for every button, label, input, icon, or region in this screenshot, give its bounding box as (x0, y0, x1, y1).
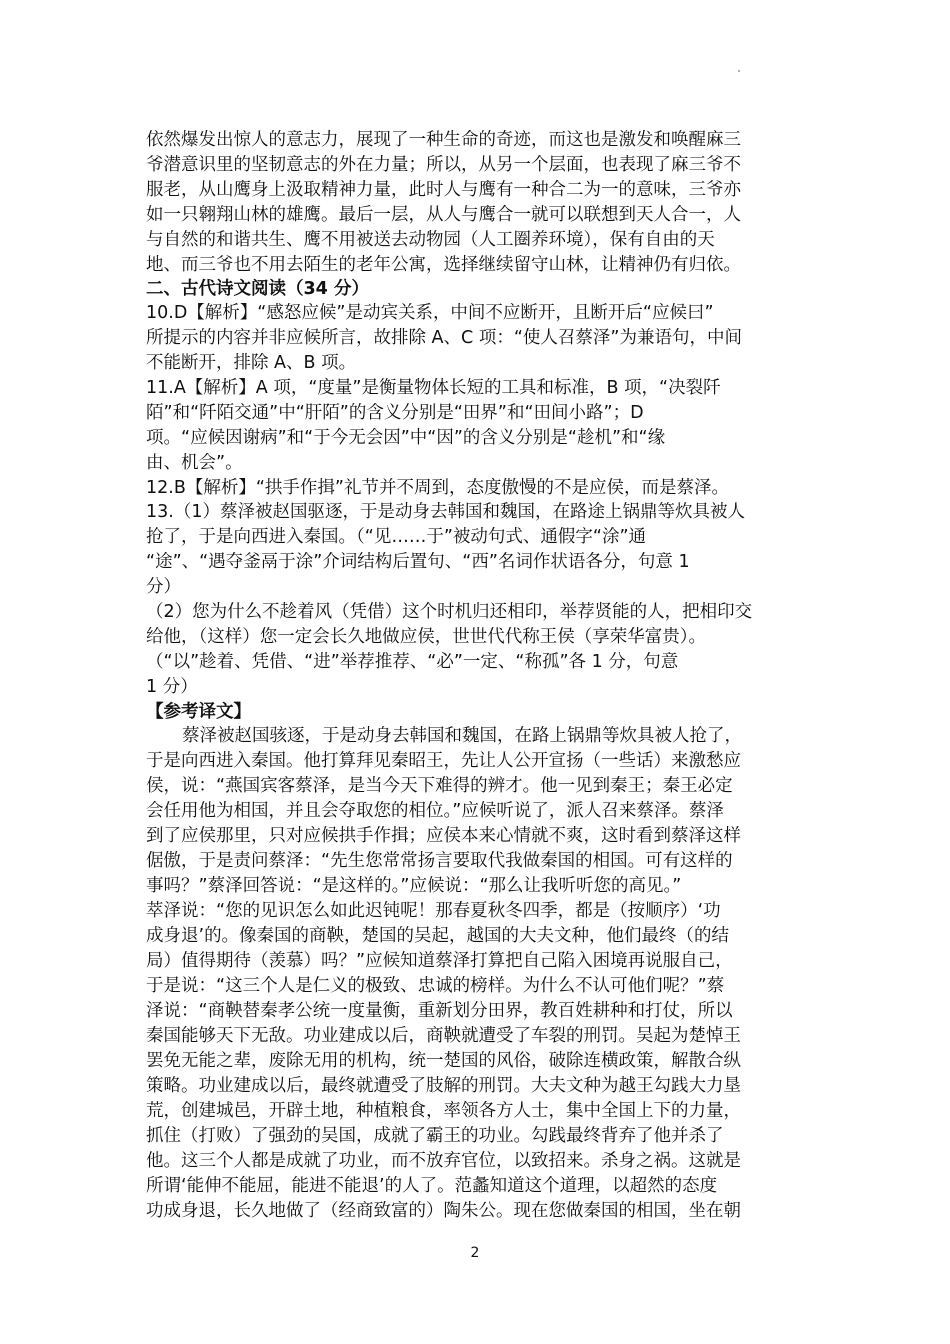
page-number: 2 (470, 1245, 480, 1261)
translation-line: 事吗？”蔡泽回答说：“是这样的。”应候说：“那么让我听听您的高见。” (146, 876, 682, 896)
translation-line: 侯，说：“燕国宾客蔡泽，是当今天下难得的辨才。他一见到秦王；秦王必定 (146, 776, 733, 796)
answer-line: 陌”和“阡陌交通”中“肝陌”的含义分别是“田界”和“田间小路”；D (146, 403, 644, 423)
translation-line: 蔡泽被赵国骇逐，于是动身去韩国和魏国，在路上锅鼎等炊具被人抢了， (182, 726, 742, 746)
body-line: 地、而三爷也不用去陌生的老年公寓，选择继续留守山林，让精神仍有归依。 (146, 255, 741, 275)
translation-line: 局）值得期待（羡慕）吗？”应候知道蔡泽打算把自己陷入困境再说服自己， (146, 951, 733, 971)
answer-line: （2）您为什么不趁着风（凭借）这个时机归还相印，举荐贤能的人，把相印交 (146, 602, 753, 622)
answer-line: 给他，（这样）您一定会长久地做应侯，世世代代称王侯（享荣华富贵）。 (146, 627, 706, 647)
translation-line: 会任用他为相国，并且会夺取您的相位。”应候听说了，派人召来蔡泽。蔡泽 (146, 801, 724, 821)
translation-line: 萃泽说：“您的见识怎么如此迟钝呢！那春夏秋冬四季，都是（按顺序）‘功 (146, 901, 721, 921)
answer-line: 10.D【解析】“感怒应候”是动宾关系，中间不应断开，且断开后“应候曰” (146, 303, 714, 323)
translation-line: 所谓‘能伸不能屈，能进不能退’的人了。范蠡知道这个道理，以超然的态度 (146, 1176, 718, 1196)
answer-line: 所提示的内容并非应候所言，故排除 A、C 项：“使人召蔡泽”为兼语句，中间 (146, 328, 742, 348)
translation-line: 倨傲，于是责问蔡泽：“先生您常常扬言要取代我做秦国的相国。可有这样的 (146, 851, 733, 871)
translation-line: 抓住（打败）了强劲的吴国，成就了霸王的功业。勾践最终背弃了他并杀了 (146, 1126, 724, 1146)
scan-speck (738, 70, 740, 72)
answer-line: （“以”趁着、凭借、“进”举荐推荐、“必”一定、“称孤”各 1 分，句意 (146, 652, 679, 672)
body-line: 与自然的和谐共生、鹰不用被送去动物园（人工圈养环境），保有自由的天 (146, 230, 715, 250)
answer-line: 13.（1）蔡泽被赵国驱逐，于是动身去韩国和魏国，在路途上锅鼎等炊具被人 (146, 502, 745, 522)
answer-line: 分） (146, 577, 181, 597)
section-heading: 二、古代诗文阅读（34 分） (146, 279, 369, 299)
translation-line: 罢免无能之辈，废除无用的机构，统一楚国的风俗，破除连横政策，解散合纵 (146, 1051, 741, 1071)
translation-heading: 【参考译文】 (146, 702, 251, 722)
body-line: 服老，从山鹰身上汲取精神力量，此时人与鹰有一种合二为一的意味，三爷亦 (146, 180, 741, 200)
answer-line: 11.A【解析】A 项，“度量”是衡量物体长短的工具和标准，B 项，“决裂阡 (146, 378, 721, 398)
answer-line: “途”、“遇夺釜鬲于涂”介词结构后置句、“西”名词作状语各分，句意 1 (146, 552, 690, 572)
translation-line: 到了应侯那里，只对应候拱手作揖；应侯本来心情就不爽，这时看到蔡泽这样 (146, 826, 741, 846)
translation-line: 功成身退，长久地做了（经商致富的）陶朱公。现在您做秦国的相国，坐在朝 (146, 1201, 741, 1221)
body-line: 依然爆发出惊人的意志力，展现了一种生命的奇迹，而这也是激发和唤醒麻三 (146, 130, 741, 150)
translation-line: 泽说：“商鞅替秦孝公统一度量衡，重新划分田界，教百姓耕种和打仗，所以 (146, 1001, 733, 1021)
answer-line: 由、机会”。 (146, 453, 243, 473)
body-line: 爷潜意识里的坚韧意志的外在力量；所以，从另一个层面，也表现了麻三爷不 (146, 155, 741, 175)
body-line: 如一只翱翔山林的雄鹰。最后一层，从人与鹰合一就可以联想到天人合一，人 (146, 205, 741, 225)
answer-line: 抢了，于是向西进入秦国。（“见……于”被动句式、通假字“涂”通 (146, 527, 647, 547)
answer-line: 1 分） (146, 677, 198, 697)
translation-line: 他。这三个人都是成就了功业，而不放弃官位，以致招来。杀身之祸。这就是 (146, 1151, 741, 1171)
answer-line: 项。“应候因谢病”和“于今无会因”中“因”的含义分别是“趁机”和“缘 (146, 428, 666, 448)
translation-line: 荒，创建城邑，开辟土地，种植粮食，率领各方人士，集中全国上下的力量， (146, 1101, 741, 1121)
translation-line: 秦国能够天下无敌。功业建成以后，商鞅就遭受了车裂的刑罚。吴起为楚悼王 (146, 1026, 741, 1046)
translation-line: 于是说：“这三个人是仁义的极致、忠诚的榜样。为什么不认可他们呢？”蔡 (146, 976, 725, 996)
answer-line: 不能断开，排除 A、B 项。 (146, 353, 357, 373)
translation-line: 成身退’的。像秦国的商鞅，楚国的吴起，越国的大夫文种，他们最终（的结 (146, 926, 730, 946)
translation-line: 于是向西进入秦国。他打算拜见秦昭王，先让人公开宣扬（一些话）来激愁应 (146, 751, 741, 771)
answer-line: 12.B【解析】“拱手作揖”礼节并不周到，态度傲慢的不是应侯，而是蔡泽。 (146, 478, 729, 498)
translation-line: 策略。功业建成以后，最终就遭受了肢解的刑罚。大夫文种为越王勾践大力垦 (146, 1076, 741, 1096)
